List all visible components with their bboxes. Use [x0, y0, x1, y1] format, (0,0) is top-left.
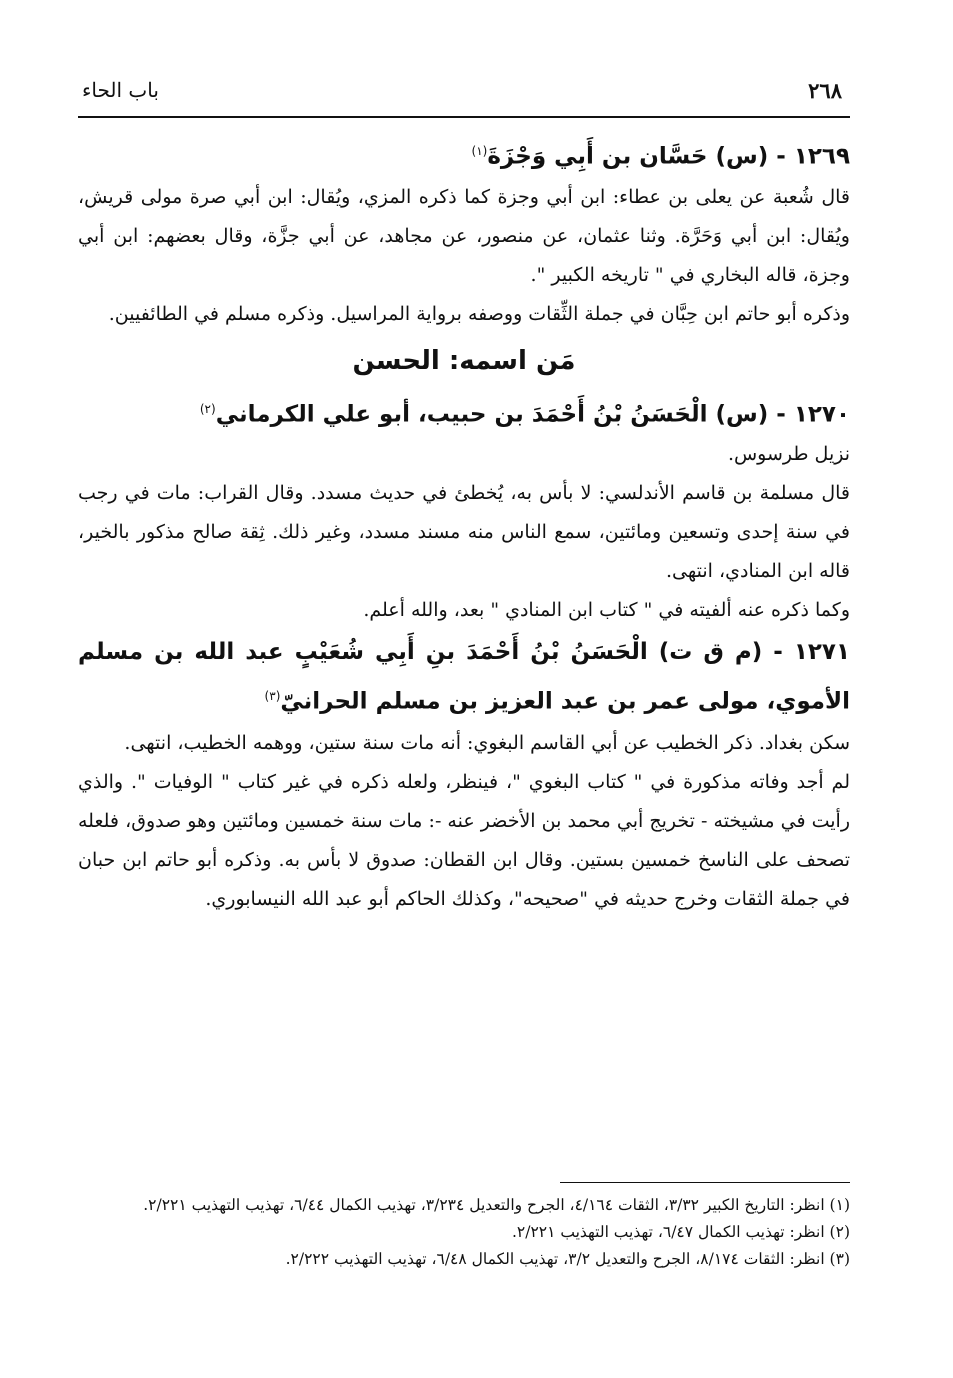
footnote-divider [560, 1182, 850, 1183]
main-text [78, 130, 850, 919]
chapter-title: باب الحاء [82, 78, 159, 102]
paragraph: وذكره أبو حاتم ابن حِبَّان في جملة الثِّقات ووصفه برواية المراسيل. وذكره مسلم في الطائفيين. [108, 302, 850, 325]
entry-heading-text: ١٢٧٠ - (س) الْحَسَنُ بْنُ أَحْمَدَ بن حبيب، أبو علي الكرماني [215, 401, 850, 428]
paragraph: وكما ذكره عنه ألفيته في " كتاب ابن المنادي " بعد، والله أعلم. [363, 599, 850, 622]
footnote-2: (٢) انظر: تهذيب الكمال ٦/٤٧، تهذيب التهذيب ٢/٢٢١. [511, 1223, 850, 1241]
paragraph: سكن بغداد. ذكر الخطيب عن أبي القاسم البغوي: أنه مات سنة ستين، ووهمه الخطيب، انتهى. [124, 731, 850, 754]
footnotes [78, 1192, 850, 1273]
footnote-ref-2: (٢) [199, 401, 216, 416]
entry-heading-text: ١٢٦٩ - (س) حَسَّان بن أَبِي وَجْزَةَ [487, 143, 850, 170]
paragraph: قال شُعبة عن يعلى بن عطاء: ابن أبي وجزة كما ذكره المزي، ويُقال: ابن أبي صرة مولى قريش، ويُقال: ابن أبي وَحَرَّة. وثنا عثمان، عن منصور، عن مجاهد، عن أبي جزَّة، وقال بعضهم: ابن أبي وجزة، قاله البخاري في " تاريخه الكبير ". [78, 185, 850, 286]
footnote-ref-3: (٣) [264, 689, 281, 704]
book-page [78, 60, 850, 1350]
paragraph: لم أجد وفاته مذكورة في " كتاب البغوي "، فينظر، ولعله ذكره في غير كتاب " الوفيات ". والذي رأيت في مشيخته - تخريج أبي محمد بن الأخضر عنه -: مات سنة خمسين ومائتين وهو صدوق، فلعله تصحف على الناسخ خمسين بستين. وقال ابن القطان: صدوق لا بأس به. وذكره أبو حاتم ابن حبان في جملة الثقات وخرج حديثه في "صحيحه"، وكذلك الحاكم أبو عبد الله النيسابوري. [78, 770, 850, 910]
header-divider [78, 116, 850, 118]
running-header [78, 78, 850, 108]
page-number: ٢٦٨ [808, 78, 842, 103]
footnote-ref-1: (١) [471, 144, 488, 158]
paragraph: قال مسلمة بن قاسم الأندلسي: لا بأس به، يُخطئ في حديث مسدد. وقال القراب: مات في رجب في سنة إحدى وتسعين ومائتين، سمع الناس منه مسند مسدد، وغير ذلك. ثِقة صالح مذكور بالخير، قاله ابن المنادي، انتهى. [78, 482, 850, 583]
footnote-3: (٣) انظر: الثقات ٨/١٧٤، الجرح والتعديل ٣/٢، تهذيب الكمال ٦/٤٨، تهذيب التهذيب ٢/٢٢٢. [285, 1250, 850, 1268]
paragraph: نزيل طرسوس. [727, 443, 850, 466]
entry-heading-1269 [78, 130, 850, 178]
entry-heading-1271 [78, 630, 850, 724]
entry-heading-1270 [78, 388, 850, 436]
section-title: مَن اسمه: الحسن [352, 345, 576, 376]
footnote-1: (١) انظر: التاريخ الكبير ٣/٣٢، الثقات ٤/١٦٤، الجرح والتعديل ٣/٢٣٤، تهذيب الكمال ٦/٤٤، تهذيب التهذيب ٢/٢٢١. [143, 1196, 850, 1214]
entry-heading-text: ١٢٧١ - (م ق ت) الْحَسَنُ بْنُ أَحْمَدَ بنِ أَبِي شُعَيْبٍ عبد الله بن مسلم الأموي، مولى عمر بن عبد العزيز بن مسلم الحرانيّ [78, 639, 850, 715]
